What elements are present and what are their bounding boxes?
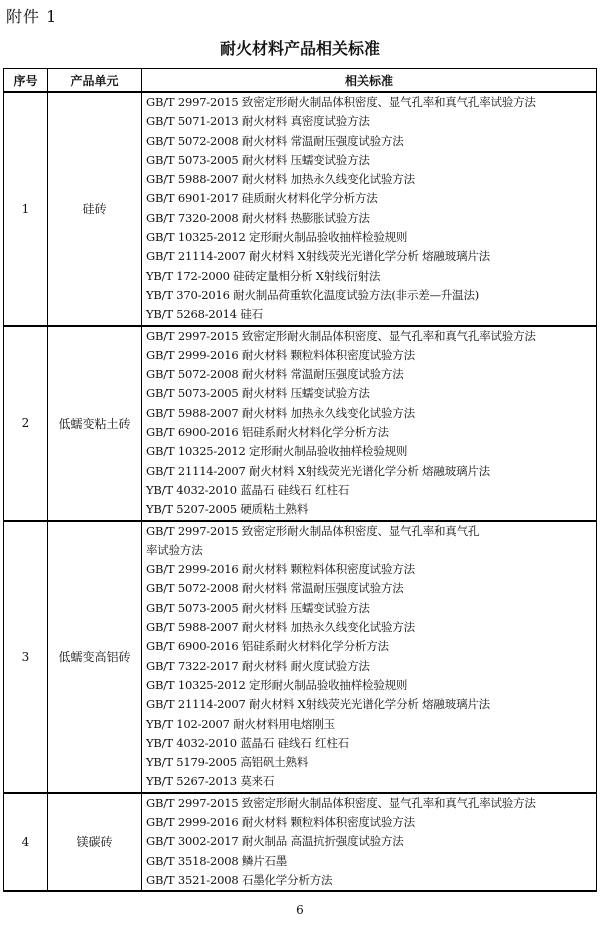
product-unit: 低蠕变高铝砖: [48, 521, 142, 793]
standard-item: YB/T 102-2007 耐火材料用电熔刚玉: [146, 716, 335, 731]
standards-cell: [142, 793, 597, 891]
standard-item: GB/T 21114-2007 耐火材料 X射线荧光光谱化学分析 熔融玻璃片法: [146, 697, 490, 712]
standard-item: GB/T 10325-2012 定形耐火制品验收抽样检验规则: [146, 677, 408, 692]
standard-item: YB/T 172-2000 硅砖定量相分析 X射线衍射法: [146, 268, 381, 283]
standard-item: GB/T 6900-2016 铝硅系耐火材料化学分析方法: [146, 639, 389, 654]
standard-item: YB/T 370-2016 耐火制品荷重软化温度试验方法(非示差—升温法): [146, 287, 480, 302]
standard-item: GB/T 10325-2012 定形耐火制品验收抽样检验规则: [146, 444, 408, 459]
standard-item: YB/T 5267-2013 莫来石: [146, 774, 275, 789]
standard-item: GB/T 5988-2007 耐火材料 加热永久线变化试验方法: [146, 620, 415, 635]
standards-cell: [142, 326, 597, 521]
standard-item: GB/T 2999-2016 耐火材料 颗粒料体积密度试验方法: [146, 814, 415, 829]
standard-item: GB/T 2997-2015 致密定形耐火制品体积密度、显气孔率和真气孔: [146, 523, 480, 538]
page-number: 6: [296, 903, 304, 917]
standard-item: GB/T 2999-2016 耐火材料 颗粒料体积密度试验方法: [146, 562, 415, 577]
table-row: [4, 326, 597, 521]
standard-item: GB/T 2997-2015 致密定形耐火制品体积密度、显气孔率和真气孔率试验方法: [146, 795, 536, 810]
header-standards: 相关标准: [142, 69, 597, 93]
standard-item: GB/T 5071-2013 耐火材料 真密度试验方法: [146, 114, 370, 129]
standard-item: GB/T 10325-2012 定形耐火制品验收抽样检验规则: [146, 230, 408, 245]
row-number: 4: [4, 793, 48, 891]
standards-cell: [142, 521, 597, 793]
row-number: 1: [4, 92, 48, 326]
product-group: [4, 92, 597, 326]
standard-item: GB/T 6901-2017 硅质耐火材料化学分析方法: [146, 191, 378, 206]
standard-item: GB/T 3521-2008 石墨化学分析方法: [146, 872, 333, 887]
header-unit: 产品单元: [48, 69, 142, 93]
standard-item: GB/T 5988-2007 耐火材料 加热永久线变化试验方法: [146, 172, 415, 187]
standard-item: GB/T 7322-2017 耐火材料 耐火度试验方法: [146, 658, 370, 673]
standard-item: GB/T 3002-2017 耐火制品 高温抗折强度试验方法: [146, 834, 404, 849]
standard-item: GB/T 7320-2008 耐火材料 热膨胀试验方法: [146, 210, 370, 225]
header-row: [4, 69, 597, 93]
table-row: [4, 92, 597, 326]
standard-item: GB/T 2999-2016 耐火材料 颗粒料体积密度试验方法: [146, 347, 415, 362]
product-group: [4, 793, 597, 891]
standard-item: GB/T 21114-2007 耐火材料 X射线荧光光谱化学分析 熔融玻璃片法: [146, 249, 490, 264]
standard-item: GB/T 3518-2008 鳞片石墨: [146, 853, 288, 868]
product-unit: 硅砖: [48, 92, 142, 326]
standard-item: GB/T 5072-2008 耐火材料 常温耐压强度试验方法: [146, 367, 404, 382]
standard-item: GB/T 6900-2016 铝硅系耐火材料化学分析方法: [146, 425, 389, 440]
row-number: 2: [4, 326, 48, 521]
product-group: [4, 326, 597, 521]
row-number: 3: [4, 521, 48, 793]
attachment-label: 附件 1: [6, 7, 58, 26]
product-group: [4, 521, 597, 793]
product-unit: 低蠕变粘土砖: [48, 326, 142, 521]
standards-cell: [142, 92, 597, 326]
table-row: [4, 521, 597, 793]
standards-table: [3, 68, 597, 892]
standard-item: GB/T 5073-2005 耐火材料 压蠕变试验方法: [146, 152, 370, 167]
standard-item: GB/T 2997-2015 致密定形耐火制品体积密度、显气孔率和真气孔率试验方法: [146, 328, 536, 343]
standard-item: GB/T 21114-2007 耐火材料 X射线荧光光谱化学分析 熔融玻璃片法: [146, 463, 490, 478]
standard-item: YB/T 4032-2010 蓝晶石 硅线石 红柱石: [146, 482, 349, 497]
standard-item: YB/T 5207-2005 硬质粘土熟料: [146, 502, 309, 517]
table-row: [4, 793, 597, 891]
standard-item: GB/T 5072-2008 耐火材料 常温耐压强度试验方法: [146, 581, 404, 596]
standard-item: GB/T 5073-2005 耐火材料 压蠕变试验方法: [146, 600, 370, 615]
standard-item: GB/T 5073-2005 耐火材料 压蠕变试验方法: [146, 386, 370, 401]
standard-item: GB/T 2997-2015 致密定形耐火制品体积密度、显气孔率和真气孔率试验方法: [146, 95, 536, 109]
standard-item: YB/T 5179-2005 高铝矾土熟料: [146, 755, 309, 770]
standard-item: 率试验方法: [146, 542, 203, 557]
header-no: 序号: [4, 69, 48, 93]
standard-item: YB/T 4032-2010 蓝晶石 硅线石 红柱石: [146, 735, 349, 750]
standard-item: GB/T 5988-2007 耐火材料 加热永久线变化试验方法: [146, 405, 415, 420]
product-unit: 镁碳砖: [48, 793, 142, 891]
document-title: 耐火材料产品相关标准: [219, 39, 380, 58]
standard-item: GB/T 5072-2008 耐火材料 常温耐压强度试验方法: [146, 133, 404, 148]
standard-item: YB/T 5268-2014 硅石: [146, 307, 263, 322]
